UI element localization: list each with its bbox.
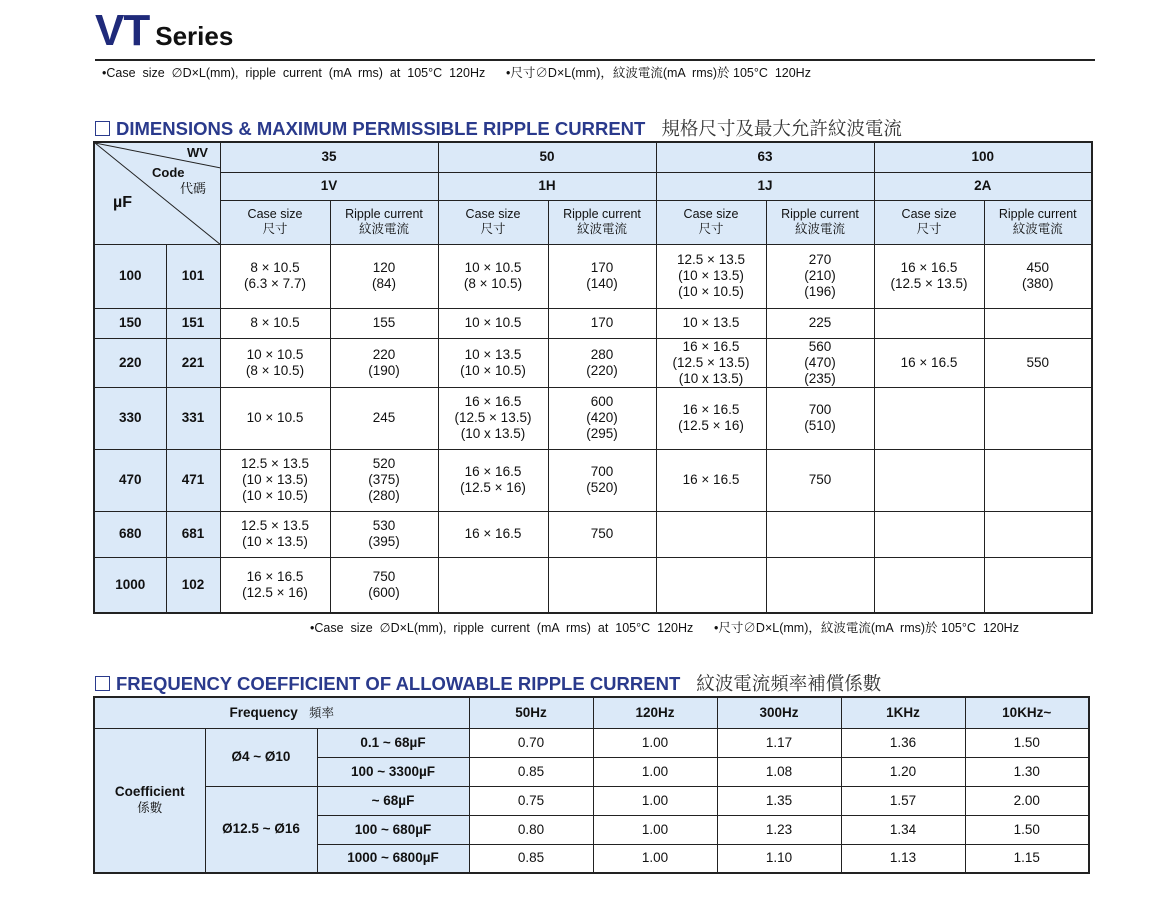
coefficient-value-cell: 1.00: [593, 786, 717, 815]
cell-line: (10 × 13.5): [678, 268, 744, 283]
frequency-col-header: 120Hz: [593, 697, 717, 728]
case-size-cell: [874, 338, 984, 387]
note-mid: •Case size ∅D×L(mm), ripple current (mA rms) at 105°C 120Hz •尺寸∅D×L(mm)，紋波電流(mA rms)於 105°C 120Hz: [310, 621, 1019, 635]
case-size-cell: [874, 308, 984, 338]
code-1j: 1J: [656, 172, 874, 200]
ripple-current-cell: [766, 511, 874, 557]
checkbox-square-icon: [95, 676, 110, 691]
coefficient-value-cell: 1.50: [965, 728, 1089, 757]
cell-line: 155: [372, 315, 396, 330]
cell-line: (10 × 10.5): [678, 284, 744, 299]
coefficient-value-cell: 1.00: [593, 757, 717, 786]
ripple-current-cell: [330, 387, 438, 449]
table-row: [94, 308, 1092, 338]
cell-line: 10 × 10.5: [246, 410, 304, 425]
ripple-current-cell: [548, 387, 656, 449]
cell-line: 16 × 16.5: [682, 472, 740, 487]
ripple-current-cell: [766, 244, 874, 308]
frequency-col-header: 10KHz~: [965, 697, 1089, 728]
cell-line: (12.5 × 13.5): [454, 410, 532, 425]
ripple-current-cell: [984, 387, 1092, 449]
cell-line: 750: [372, 568, 396, 584]
series-code: VT: [95, 6, 150, 55]
capacitance-range-cell: ~ 68µF: [317, 786, 469, 815]
note-top: •Case size ∅D×L(mm), ripple current (mA rms) at 105°C 120Hz •尺寸∅D×L(mm)，紋波電流(mA rms)於 105°C 120Hz: [102, 66, 811, 80]
frequency-label-zh: 頻率: [309, 705, 335, 720]
table-row: [94, 557, 1092, 613]
cell-line: (380): [1021, 276, 1054, 291]
capacitance-range-cell: 100 ~ 680µF: [317, 815, 469, 844]
cell-line: (10 × 10.5): [242, 488, 308, 503]
ripple-current-cell: [548, 511, 656, 557]
ripple-current-cell: [984, 449, 1092, 511]
case-size-cell: [220, 338, 330, 387]
table-row: [94, 244, 1092, 308]
capacitance-cell: 330: [94, 387, 166, 449]
ripple-current-cell: [548, 338, 656, 387]
capacitance-cell: 150: [94, 308, 166, 338]
subheader-case: [438, 200, 548, 244]
coefficient-value-cell: 1.50: [965, 815, 1089, 844]
cell-line: (210): [804, 268, 836, 283]
cell-line: 12.5 × 13.5: [241, 456, 309, 471]
coefficient-label: Coefficient: [114, 784, 185, 800]
subheader-case-en: Case size: [465, 207, 521, 221]
case-size-cell: [220, 511, 330, 557]
cell-line: 225: [808, 315, 832, 330]
case-size-cell: [438, 557, 548, 613]
cell-line: (520): [586, 480, 618, 495]
wv-35: 35: [220, 142, 438, 172]
case-size-cell: [874, 449, 984, 511]
frequency-table: [93, 696, 1090, 874]
coefficient-value-cell: 1.20: [841, 757, 965, 786]
subheader-case-zh: 尺寸: [480, 222, 506, 236]
case-size-cell: [220, 387, 330, 449]
header-rule: [95, 59, 1095, 61]
section-dimensions-label-zh: 規格尺寸及最大允許紋波電流: [661, 118, 902, 139]
corner-code: Code: [152, 165, 185, 180]
cell-line: (12.5 × 16): [678, 418, 744, 433]
case-size-cell: [656, 557, 766, 613]
cell-line: (8 × 10.5): [245, 362, 305, 378]
cell-line: (190): [368, 362, 400, 378]
cell-line: 245: [372, 410, 396, 425]
cell-line: 700: [808, 402, 832, 417]
subheader-ripple-zh: 紋波電流: [358, 222, 409, 236]
ripple-current-cell: [984, 511, 1092, 557]
subheader-ripple-en: Ripple current: [345, 207, 423, 221]
coefficient-value-cell: 1.10: [717, 844, 841, 873]
table-row: [94, 387, 1092, 449]
checkbox-square-icon: [95, 121, 110, 136]
subheader-case-zh: 尺寸: [698, 222, 724, 236]
cell-line: (10 × 13.5): [242, 534, 308, 549]
ripple-current-cell: [766, 449, 874, 511]
coefficient-value-cell: 0.85: [469, 757, 593, 786]
subheader-ripple-en: Ripple current: [781, 207, 859, 221]
frequency-label: Frequency: [229, 704, 298, 720]
section-frequency-label-zh: 紋波電流頻率補償係數: [696, 673, 882, 694]
coefficient-value-cell: 1.23: [717, 815, 841, 844]
cell-line: 10 × 10.5: [464, 260, 522, 275]
capacitance-cell: 470: [94, 449, 166, 511]
frequency-col-header: 300Hz: [717, 697, 841, 728]
case-size-cell: [220, 557, 330, 613]
cell-line: 16 × 16.5: [464, 394, 522, 409]
cell-line: (196): [804, 284, 836, 299]
ripple-current-cell: [984, 338, 1092, 387]
cell-line: 120: [372, 260, 396, 275]
ripple-current-cell: [766, 308, 874, 338]
wv-63: 63: [656, 142, 874, 172]
case-size-cell: [874, 387, 984, 449]
cell-line: (6.3 × 7.7): [244, 276, 306, 291]
cell-line: (235): [804, 370, 836, 386]
case-size-cell: [656, 387, 766, 449]
subheader-case-en: Case size: [901, 207, 957, 221]
code-cell: 102: [166, 557, 220, 613]
cell-line: 520: [372, 456, 396, 471]
table-row: [94, 338, 1092, 387]
cell-line: (420): [586, 410, 618, 425]
frequency-col-header: 1KHz: [841, 697, 965, 728]
code-cell: 151: [166, 308, 220, 338]
ripple-current-cell: [330, 338, 438, 387]
cell-line: (395): [368, 534, 400, 549]
cell-line: 600: [590, 394, 614, 409]
cell-line: 530: [372, 518, 396, 533]
ripple-current-cell: [766, 557, 874, 613]
wv-50: 50: [438, 142, 656, 172]
coefficient-value-cell: 2.00: [965, 786, 1089, 815]
case-size-cell: [656, 511, 766, 557]
case-size-cell: [220, 449, 330, 511]
case-size-cell: [438, 387, 548, 449]
capacitance-cell: 1000: [94, 557, 166, 613]
ripple-current-cell: [548, 557, 656, 613]
frequency-col-header: 50Hz: [469, 697, 593, 728]
cell-line: 10 × 10.5: [246, 346, 304, 362]
coefficient-value-cell: 1.57: [841, 786, 965, 815]
cell-line: 16 × 16.5: [682, 402, 740, 417]
ripple-current-cell: [330, 511, 438, 557]
section-dimensions-title: [95, 115, 902, 141]
cell-line: 700: [590, 464, 614, 479]
cell-line: 16 × 16.5: [246, 568, 304, 584]
ripple-current-cell: [330, 308, 438, 338]
subheader-case-zh: 尺寸: [916, 222, 942, 236]
cell-line: (295): [586, 426, 618, 441]
cell-line: (375): [368, 472, 400, 487]
case-diameter-cell: Ø12.5 ~ Ø16: [205, 786, 317, 873]
frequency-label-cell: [94, 697, 469, 728]
subheader-ripple-zh: 紋波電流: [794, 222, 845, 236]
ripple-current-cell: [548, 449, 656, 511]
coefficient-value-cell: 0.70: [469, 728, 593, 757]
subheader-ripple: [548, 200, 656, 244]
subheader-case: [656, 200, 766, 244]
cell-line: 10 × 13.5: [464, 346, 522, 362]
coefficient-value-cell: 1.30: [965, 757, 1089, 786]
code-cell: 331: [166, 387, 220, 449]
ripple-current-cell: [766, 387, 874, 449]
cell-line: (10 x 13.5): [678, 370, 744, 386]
capacitance-cell: 100: [94, 244, 166, 308]
cell-line: 750: [590, 526, 614, 541]
cell-line: 16 × 16.5: [900, 260, 958, 275]
cell-line: 10 × 10.5: [464, 315, 522, 330]
cell-line: 270: [808, 252, 832, 267]
dimensions-table: [93, 141, 1093, 614]
cell-line: (280): [368, 488, 400, 503]
page-title: [95, 6, 233, 56]
cell-line: 220: [372, 346, 396, 362]
subheader-ripple: [984, 200, 1092, 244]
code-cell: 221: [166, 338, 220, 387]
case-size-cell: [656, 338, 766, 387]
wv-100: 100: [874, 142, 1092, 172]
cell-line: 16 × 16.5: [900, 354, 958, 370]
cell-line: 750: [808, 472, 832, 487]
capacitance-range-cell: 100 ~ 3300µF: [317, 757, 469, 786]
subheader-case-en: Case size: [683, 207, 739, 221]
coefficient-value-cell: 0.80: [469, 815, 593, 844]
case-diameter-cell: Ø4 ~ Ø10: [205, 728, 317, 786]
ripple-current-cell: [766, 338, 874, 387]
cell-line: 16 × 16.5: [464, 526, 522, 541]
case-size-cell: [656, 308, 766, 338]
code-cell: 101: [166, 244, 220, 308]
coefficient-value-cell: 1.13: [841, 844, 965, 873]
cell-line: 550: [1026, 354, 1050, 370]
cell-line: 280: [590, 346, 614, 362]
corner-wv: WV: [187, 145, 208, 160]
case-size-cell: [438, 449, 548, 511]
frequency-header-row: [94, 697, 1089, 728]
table-row: [94, 511, 1092, 557]
code-2a: 2A: [874, 172, 1092, 200]
case-size-cell: [656, 449, 766, 511]
ripple-current-cell: [330, 557, 438, 613]
cell-line: (12.5 × 16): [460, 480, 526, 495]
dimensions-body: [94, 244, 1092, 613]
subheader-ripple: [766, 200, 874, 244]
subheader-ripple: [330, 200, 438, 244]
table-row: [94, 449, 1092, 511]
cell-line: (220): [586, 362, 618, 378]
capacitance-cell: 680: [94, 511, 166, 557]
coefficient-value-cell: 1.00: [593, 844, 717, 873]
subheader-row: [94, 200, 1092, 244]
coefficient-value-cell: 1.15: [965, 844, 1089, 873]
cell-line: (10 × 13.5): [242, 472, 308, 487]
coefficient-value-cell: 1.00: [593, 815, 717, 844]
cell-line: 12.5 × 13.5: [677, 252, 745, 267]
table-row: [94, 786, 1089, 815]
subheader-case-en: Case size: [247, 207, 303, 221]
ripple-current-cell: [984, 308, 1092, 338]
coefficient-value-cell: 1.17: [717, 728, 841, 757]
case-size-cell: [438, 338, 548, 387]
subheader-ripple-en: Ripple current: [563, 207, 641, 221]
case-size-cell: [438, 511, 548, 557]
frequency-body: [94, 728, 1089, 873]
coefficient-value-cell: 1.34: [841, 815, 965, 844]
cell-line: (12.5 × 16): [242, 584, 308, 600]
cell-line: 8 × 10.5: [250, 315, 300, 330]
coefficient-label-cell: [94, 728, 205, 873]
ripple-current-cell: [548, 244, 656, 308]
code-1h: 1H: [438, 172, 656, 200]
ripple-current-cell: [330, 449, 438, 511]
case-size-cell: [656, 244, 766, 308]
capacitance-range-cell: 0.1 ~ 68µF: [317, 728, 469, 757]
section-frequency-label: FREQUENCY COEFFICIENT OF ALLOWABLE RIPPLE CURRENT: [116, 673, 681, 694]
capacitance-range-cell: 1000 ~ 6800µF: [317, 844, 469, 873]
corner-code-zh: 代碼: [180, 181, 207, 196]
section-frequency-title: [95, 670, 881, 696]
cell-line: (140): [586, 276, 618, 291]
subheader-case: [220, 200, 330, 244]
case-size-cell: [438, 308, 548, 338]
coefficient-value-cell: 1.00: [593, 728, 717, 757]
cell-line: 16 × 16.5: [464, 464, 522, 479]
cell-line: 8 × 10.5: [250, 260, 300, 275]
cell-line: 450: [1026, 260, 1050, 275]
case-size-cell: [874, 511, 984, 557]
coefficient-label-zh: 係數: [137, 801, 163, 816]
corner-cell: [94, 142, 220, 244]
coefficient-value-cell: 1.36: [841, 728, 965, 757]
ripple-current-cell: [984, 557, 1092, 613]
cell-line: 560: [808, 338, 832, 354]
cell-line: (600): [368, 584, 400, 600]
capacitance-cell: 220: [94, 338, 166, 387]
cell-line: (470): [804, 354, 836, 370]
coefficient-value-cell: 1.08: [717, 757, 841, 786]
code-cell: 681: [166, 511, 220, 557]
cell-line: 170: [590, 260, 614, 275]
case-size-cell: [220, 244, 330, 308]
cell-line: 10 × 13.5: [682, 315, 740, 330]
case-size-cell: [874, 557, 984, 613]
cell-line: (84): [371, 276, 396, 291]
cell-line: (8 × 10.5): [463, 276, 523, 291]
subheader-ripple-zh: 紋波電流: [1012, 222, 1063, 236]
ripple-current-cell: [330, 244, 438, 308]
coefficient-value-cell: 0.75: [469, 786, 593, 815]
cell-line: 12.5 × 13.5: [241, 518, 309, 533]
section-dimensions-label: DIMENSIONS & MAXIMUM PERMISSIBLE RIPPLE CURRENT: [116, 118, 646, 139]
case-size-cell: [874, 244, 984, 308]
code-cell: 471: [166, 449, 220, 511]
coefficient-value-cell: 0.85: [469, 844, 593, 873]
case-size-cell: [220, 308, 330, 338]
cell-line: (12.5 × 13.5): [672, 354, 750, 370]
ripple-current-cell: [548, 308, 656, 338]
cell-line: (10 × 10.5): [460, 362, 526, 378]
coefficient-value-cell: 1.35: [717, 786, 841, 815]
subheader-ripple-zh: 紋波電流: [576, 222, 627, 236]
subheader-ripple-en: Ripple current: [998, 207, 1077, 221]
cell-line: (12.5 × 13.5): [890, 276, 968, 291]
cell-line: (510): [804, 418, 836, 433]
code-1v: 1V: [220, 172, 438, 200]
ripple-current-cell: [984, 244, 1092, 308]
table-row: [94, 728, 1089, 757]
series-word: Series: [155, 21, 234, 51]
cell-line: 16 × 16.5: [682, 338, 740, 354]
subheader-case: [874, 200, 984, 244]
subheader-case-zh: 尺寸: [262, 222, 288, 236]
corner-uf: µF: [113, 194, 132, 211]
cell-line: (10 x 13.5): [460, 426, 526, 441]
cell-line: 170: [590, 315, 614, 330]
case-size-cell: [438, 244, 548, 308]
